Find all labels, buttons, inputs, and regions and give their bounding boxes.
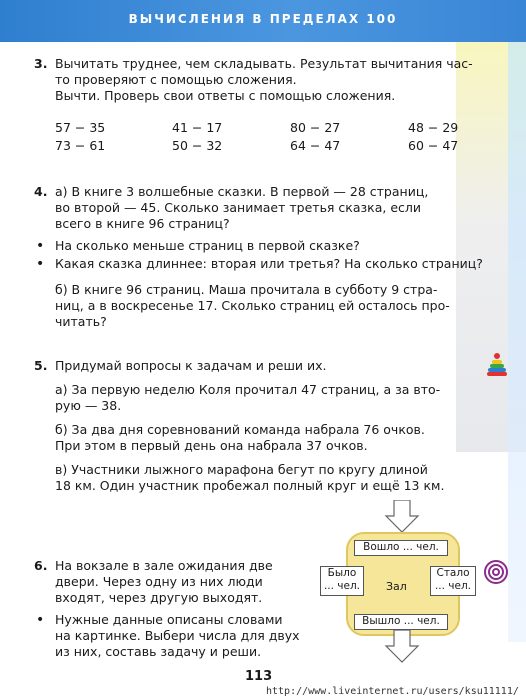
task-4-bullet2: Какая сказка длиннее: вторая или третья? На сколько страниц? <box>55 256 483 271</box>
expression: 50 − 32 <box>172 138 223 153</box>
bullet-icon: • <box>36 612 45 628</box>
page-header-title: ВЫЧИСЛЕНИЯ В ПРЕДЕЛАХ 100 <box>128 12 398 26</box>
was-label: Было <box>327 567 357 579</box>
task-4-number: 4. <box>34 184 48 199</box>
task-6-bullet-line2: на картинке. Выбери числа для двух <box>55 628 300 643</box>
task-6-number: 6. <box>34 558 48 573</box>
pyramid-toy-icon <box>486 352 508 378</box>
task-4b-line1: б) В книге 96 страниц. Маша прочитала в субботу 9 стра- <box>55 282 438 297</box>
bullet-icon: • <box>36 238 45 254</box>
expression: 80 − 27 <box>290 120 341 135</box>
task-4b-line3: читать? <box>55 314 107 329</box>
became-label: Стало <box>436 567 470 579</box>
task-4-bullet1: На сколько меньше страниц в первой сказке? <box>55 238 360 253</box>
became-value: ... чел. <box>434 580 472 592</box>
task-3-text-line2: то проверяют с помощью сложения. <box>55 72 297 87</box>
task-4a-line2: во второй — 45. Сколько занимает третья сказка, если <box>55 200 421 215</box>
task-3-text-line3: Вычти. Проверь свои ответы с помощью сложения. <box>55 88 396 103</box>
task-3-text-line1: Вычитать труднее, чем складывать. Результат вычитания час- <box>55 56 473 71</box>
expression: 57 − 35 <box>55 120 106 135</box>
task-5-number: 5. <box>34 358 48 373</box>
task-6-line3: входят, через другую выходят. <box>55 590 263 605</box>
expression: 64 − 47 <box>290 138 341 153</box>
exited-count-box: Вышло ... чел. <box>354 614 448 630</box>
arrow-down-in-icon <box>384 500 420 534</box>
expression: 73 − 61 <box>55 138 106 153</box>
became-count-box <box>430 566 476 596</box>
task-4b-line2: ниц, а в воскресенье 17. Сколько страниц ей осталось про- <box>55 298 450 313</box>
task-3-number: 3. <box>34 56 48 71</box>
was-value: ... чел. <box>323 580 361 592</box>
bullet-icon: • <box>36 256 45 272</box>
task-5a-line1: а) За первую неделю Коля прочитал 47 страниц, а за вто- <box>55 382 441 397</box>
task-5b-line1: б) За два дня соревнований команда набрала 76 очков. <box>55 422 425 437</box>
task-5-intro: Придумай вопросы к задачам и реши их. <box>55 358 327 373</box>
task-6-line2: двери. Через одну из них люди <box>55 574 263 589</box>
expression: 41 − 17 <box>172 120 223 135</box>
task-5v-line1: в) Участники лыжного марафона бегут по кругу длиной <box>55 462 428 477</box>
task-6-bullet-line3: из них, составь задачу и реши. <box>55 644 262 659</box>
expression: 60 − 47 <box>408 138 459 153</box>
task-4a-line3: всего в книге 96 страниц? <box>55 216 230 231</box>
task-5a-line2: рую — 38. <box>55 398 122 413</box>
was-count-box <box>320 566 364 596</box>
task-4a-line1: а) В книге 3 волшебные сказки. В первой — 28 страниц, <box>55 184 429 199</box>
waiting-hall-diagram <box>320 500 480 665</box>
task-6-bullet-line1: Нужные данные описаны словами <box>55 612 283 627</box>
page-number: 113 <box>245 669 273 684</box>
source-url: http://www.liveinternet.ru/users/ksu11111/ <box>266 686 519 697</box>
task-5b-line2: При этом в первый день она набрала 37 очков. <box>55 438 368 453</box>
entered-count-box: Вошло ... чел. <box>354 540 448 556</box>
task-6-line1: На вокзале в зале ожидания две <box>55 558 273 573</box>
side-decoration-right <box>508 42 526 642</box>
expression: 48 − 29 <box>408 120 459 135</box>
swirl-icon <box>484 560 508 584</box>
task-5v-line2: 18 км. Один участник пробежал полный круг и ещё 13 км. <box>55 478 445 493</box>
arrow-down-out-icon <box>384 630 420 664</box>
hall-label: Зал <box>386 580 407 593</box>
